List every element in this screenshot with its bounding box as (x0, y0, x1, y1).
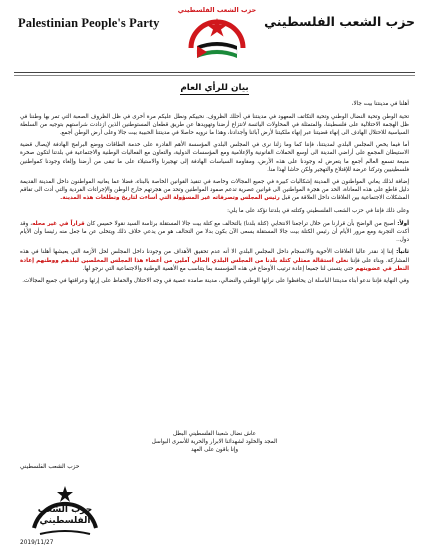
footer-slogans (20, 430, 409, 454)
point-2-text: إننا إذ نقدر عاليا العلاقات الأخوية والانسجام داخل المجلس البلدي الا أنه عدم تحقيق الأهداف من وجودنا داخل المجلس لحل الأزمة التي يعيشها أهلنا في هذه المشاركة. وبناء على فإننا (20, 249, 410, 264)
statement-date: 2019/11/27 (20, 540, 54, 546)
footer-line-2: المجد والخلود لشهدائنا الابرار والحرية للأسرى البواسل (151, 439, 278, 446)
letterhead (0, 0, 429, 72)
statement-title (0, 83, 429, 93)
party-stamp-icon (24, 478, 106, 540)
signature-name: حزب الشعب الفلسطيني (20, 464, 80, 470)
point-2 (20, 248, 409, 272)
logo-text: حزب الشعب الفلسطيني (177, 6, 257, 14)
point-1-text: أصبح من الواضح بأن قرارنا من خلال تراجعنا الانتخابي (كتلة بلدنا) بالتحالف مع كتلة بيت جالا المستقلة برئاسة السيد نقولا خميس كان (86, 220, 396, 227)
footer-line-3: وإنا باقون على العهد (190, 447, 239, 454)
paragraph-1: تحية الوطن وتحية النضال الوطني وتحية التكاتف المعهود في مدينتنا في أحلك الظروف. نحييكم ونطل عليكم مرة أخرى في ظل الظروف الصعبة التي تمر بها وطننا في ظل الهجمة الاحتلالية على فلسطيننا، والمتمثلة في المحاولات اليائسة لانتزاع أرضنا وتهويدها عن طريق قطعان المستوطنين الذين ازدادت شراستهم بتوجيه من السلطة السياسية للاحتلال الهادف الى إنهاء قضيتنا عبر إنهاء ملكيتنا لأرض آبائنا وأجدادنا، وهذا ما نرويه حاصلا في مدينتنا الحبيبة بيت جالا وعلى أرض الوطن أجمع. (20, 113, 409, 136)
point-1 (20, 220, 409, 244)
closing-paragraph: وفي النهاية فإننا ندعو أبناء مدينتنا الباسلة ان يحافظوا على نراثها الوطني والنضالي، مدينة صامدة عصية في وجه الاحتلال والحفاظ على إرثها وعراقتها في جميع المجالات. (22, 278, 409, 285)
point-2-label: ثانياً: (396, 249, 410, 256)
party-name-arabic: حزب الشعب الفلسطيني (264, 14, 415, 29)
greeting: أهلنا في مدينتنا بيت جالا، (351, 101, 409, 107)
svg-text:الفلسطيني: الفلسطيني (39, 516, 91, 526)
party-name-english: Palestinian People's Party (18, 16, 160, 30)
paragraph-2: أما فيما يخص المجلس البلدي لمدينتنا، فإننا كما وما زلنا نرى في المجلس البلدي المؤسسة الأهم القادرة على خدمة الطاقات ووضع البرامج الهادفة لإيصال قضية الاستيطان المجمع على أراضي المدينة الى أوسع الحملات القانونية والإعلامية ومع المؤسسات الدولية، والتعاون مع الفعاليات الوطنية والاجتماعية في بلدتنا لتكون صخرة منيعة تسمع العالم أجمع ما يتعرض له وجودنا على هذه الأرض، ومقاومة السياسات الهادفة إلى تهجيرنا والاستيلاء على ما تبقى من أرضنا وإلغاء وجودنا كمواطنين فلسطينيين وتركنا عرضة للإقتلاع والتهجير ولكن حاشا لهذا منا. (20, 142, 409, 173)
svg-text:حزب الشعب: حزب الشعب (37, 505, 93, 515)
statement-body (20, 100, 409, 290)
paragraph-3 (20, 178, 409, 202)
header-divider-thin (14, 75, 415, 76)
paragraph-3-text: إضافة لذلك يعاني المواطنون في المدينة إشكاليات كبيرة في جميع المجالات وخاصة في تنفيذ القوانين الخاصة بالبناء، فضلا عما يعانيه المواطنون داخل المدينة القديمة دليل قاطع على هذه المعاناة، الحد من هجرة المواطنين الى قوانين عصرية تدعم صمود المواطنين وتحد من هجرتهم خارج الوطن والإجراءات الفردية والتي أدت الى تفاقم المشكلات الاجتماعية بين العلاقات داخل العلاقة من قبل (20, 179, 409, 202)
point-2-end: حتى يتسنى لنا جميعا إعادة ترتيب الأوضاع في هذه المؤسسة بما يتناسب مع الأهمية الوطنية والاجتماعية التي نرجو لها. (82, 265, 354, 272)
point-1-label: أولاً: (397, 220, 409, 227)
point-1-red: قراراً في غير محله (32, 220, 85, 227)
party-logo (177, 4, 257, 68)
paragraph-4: وعلى ذلك فإننا في حزب الشعب الفلسطيني وكتلته في بلدتنا نؤكد على ما يلي: (227, 208, 409, 215)
point-2-red: نعلن استقالة ممثلي كتلة بلدنا من المجلس البلدي الحالي آملين من أعضاء هذا المجلس المخلصين لبلدهم ووطنهم إعادة النظر في عضويتهم (20, 257, 409, 272)
paragraph-3-red: رئيس المجلس وتصرفاته غير المسؤولة التي أساءت لتاريخ وتطلعات هذه المدينة. (60, 195, 280, 202)
statement-title-text: بيان للرأي العام (180, 83, 249, 93)
point-1-end: ، وقد أكدت التجربة ومع مرور الأيام أن رئيس الكتلة بيت جالا المستقلة يسعى الآن بكون بدلا من التحالف هو من يدعي خلاف ذلك ويتخلى عن ما جعل منه رئيسا وأن الأيام دول.. (20, 220, 409, 243)
header-divider (14, 72, 415, 73)
footer-line-1: عاش نضال شعبنا الفلسطيني البطل (173, 431, 256, 437)
